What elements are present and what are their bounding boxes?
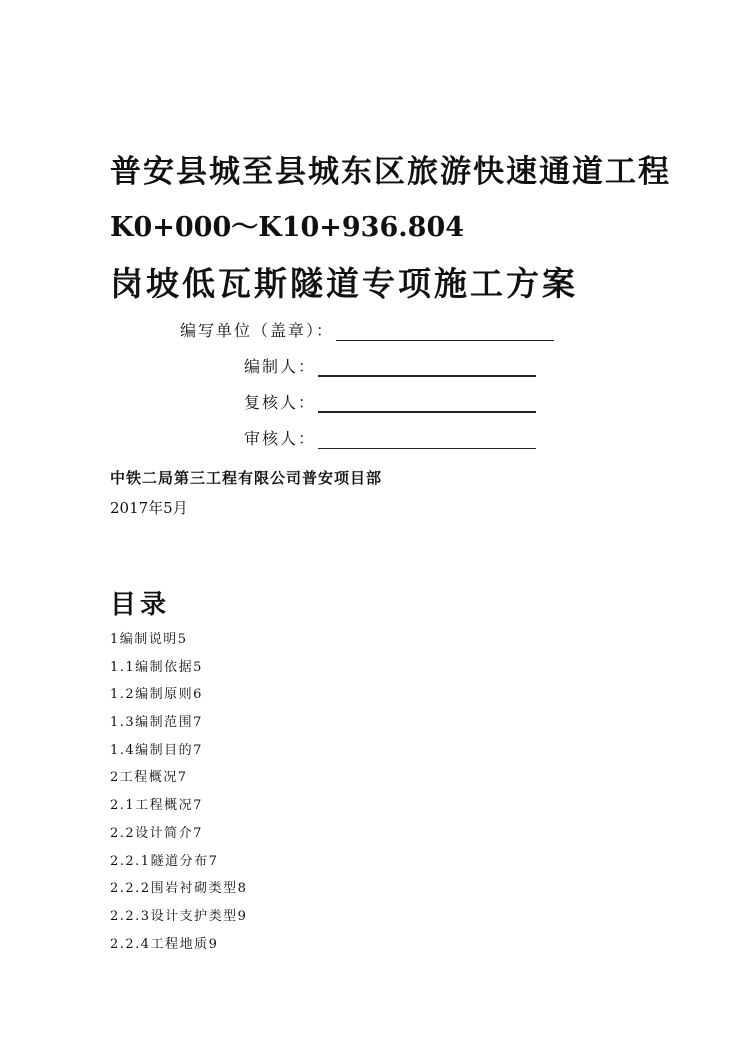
toc-item[interactable]: 2.2.1隧道分布7	[110, 853, 219, 869]
signature-editor-line	[318, 357, 536, 377]
toc-item[interactable]: 2.1工程概况7	[110, 798, 203, 814]
toc-item[interactable]: 2.2.2围岩衬砌类型8	[110, 881, 248, 897]
signature-approver-label: 审核人：	[244, 429, 317, 448]
toc-item[interactable]: 2.2.4工程地质9	[110, 936, 219, 952]
signature-reviewer-label: 复核人：	[244, 393, 317, 412]
signature-reviewer-row	[244, 390, 536, 413]
toc-item[interactable]: 1编制说明5	[110, 632, 188, 647]
signature-approver-row	[244, 426, 536, 449]
document-title-chainage: K0+000～K10+936.804	[110, 212, 465, 243]
signature-unit-row	[180, 318, 554, 341]
toc-item[interactable]: 1.4编制目的7	[110, 742, 203, 758]
toc-item[interactable]: 2工程概况7	[110, 770, 188, 786]
signature-unit-line	[336, 322, 554, 341]
toc-heading: 目录	[110, 590, 171, 620]
toc-item[interactable]: 1.3编制范围7	[110, 715, 203, 731]
toc-item[interactable]: 1.1编制依据5	[110, 659, 203, 675]
signature-editor-row	[244, 354, 536, 377]
document-title-line3: 岗坡低瓦斯隧道专项施工方案	[110, 264, 578, 303]
organization-name: 中铁二局第三工程有限公司普安项目部	[110, 469, 383, 487]
signature-unit-label: 编写单位（盖章）：	[180, 321, 335, 340]
document-title-line1: 普安县城至县城东区旅游快速通道工程	[110, 154, 671, 190]
table-of-contents	[110, 632, 247, 964]
signature-approver-line	[318, 430, 536, 449]
toc-item[interactable]: 1.2编制原则6	[110, 687, 203, 703]
toc-item[interactable]: 2.2.3设计支护类型9	[110, 908, 248, 924]
signature-editor-label: 编制人：	[244, 357, 317, 376]
toc-item[interactable]: 2.2设计简介7	[110, 825, 203, 841]
signature-reviewer-line	[318, 393, 536, 413]
document-date: 2017年5月	[110, 499, 188, 517]
